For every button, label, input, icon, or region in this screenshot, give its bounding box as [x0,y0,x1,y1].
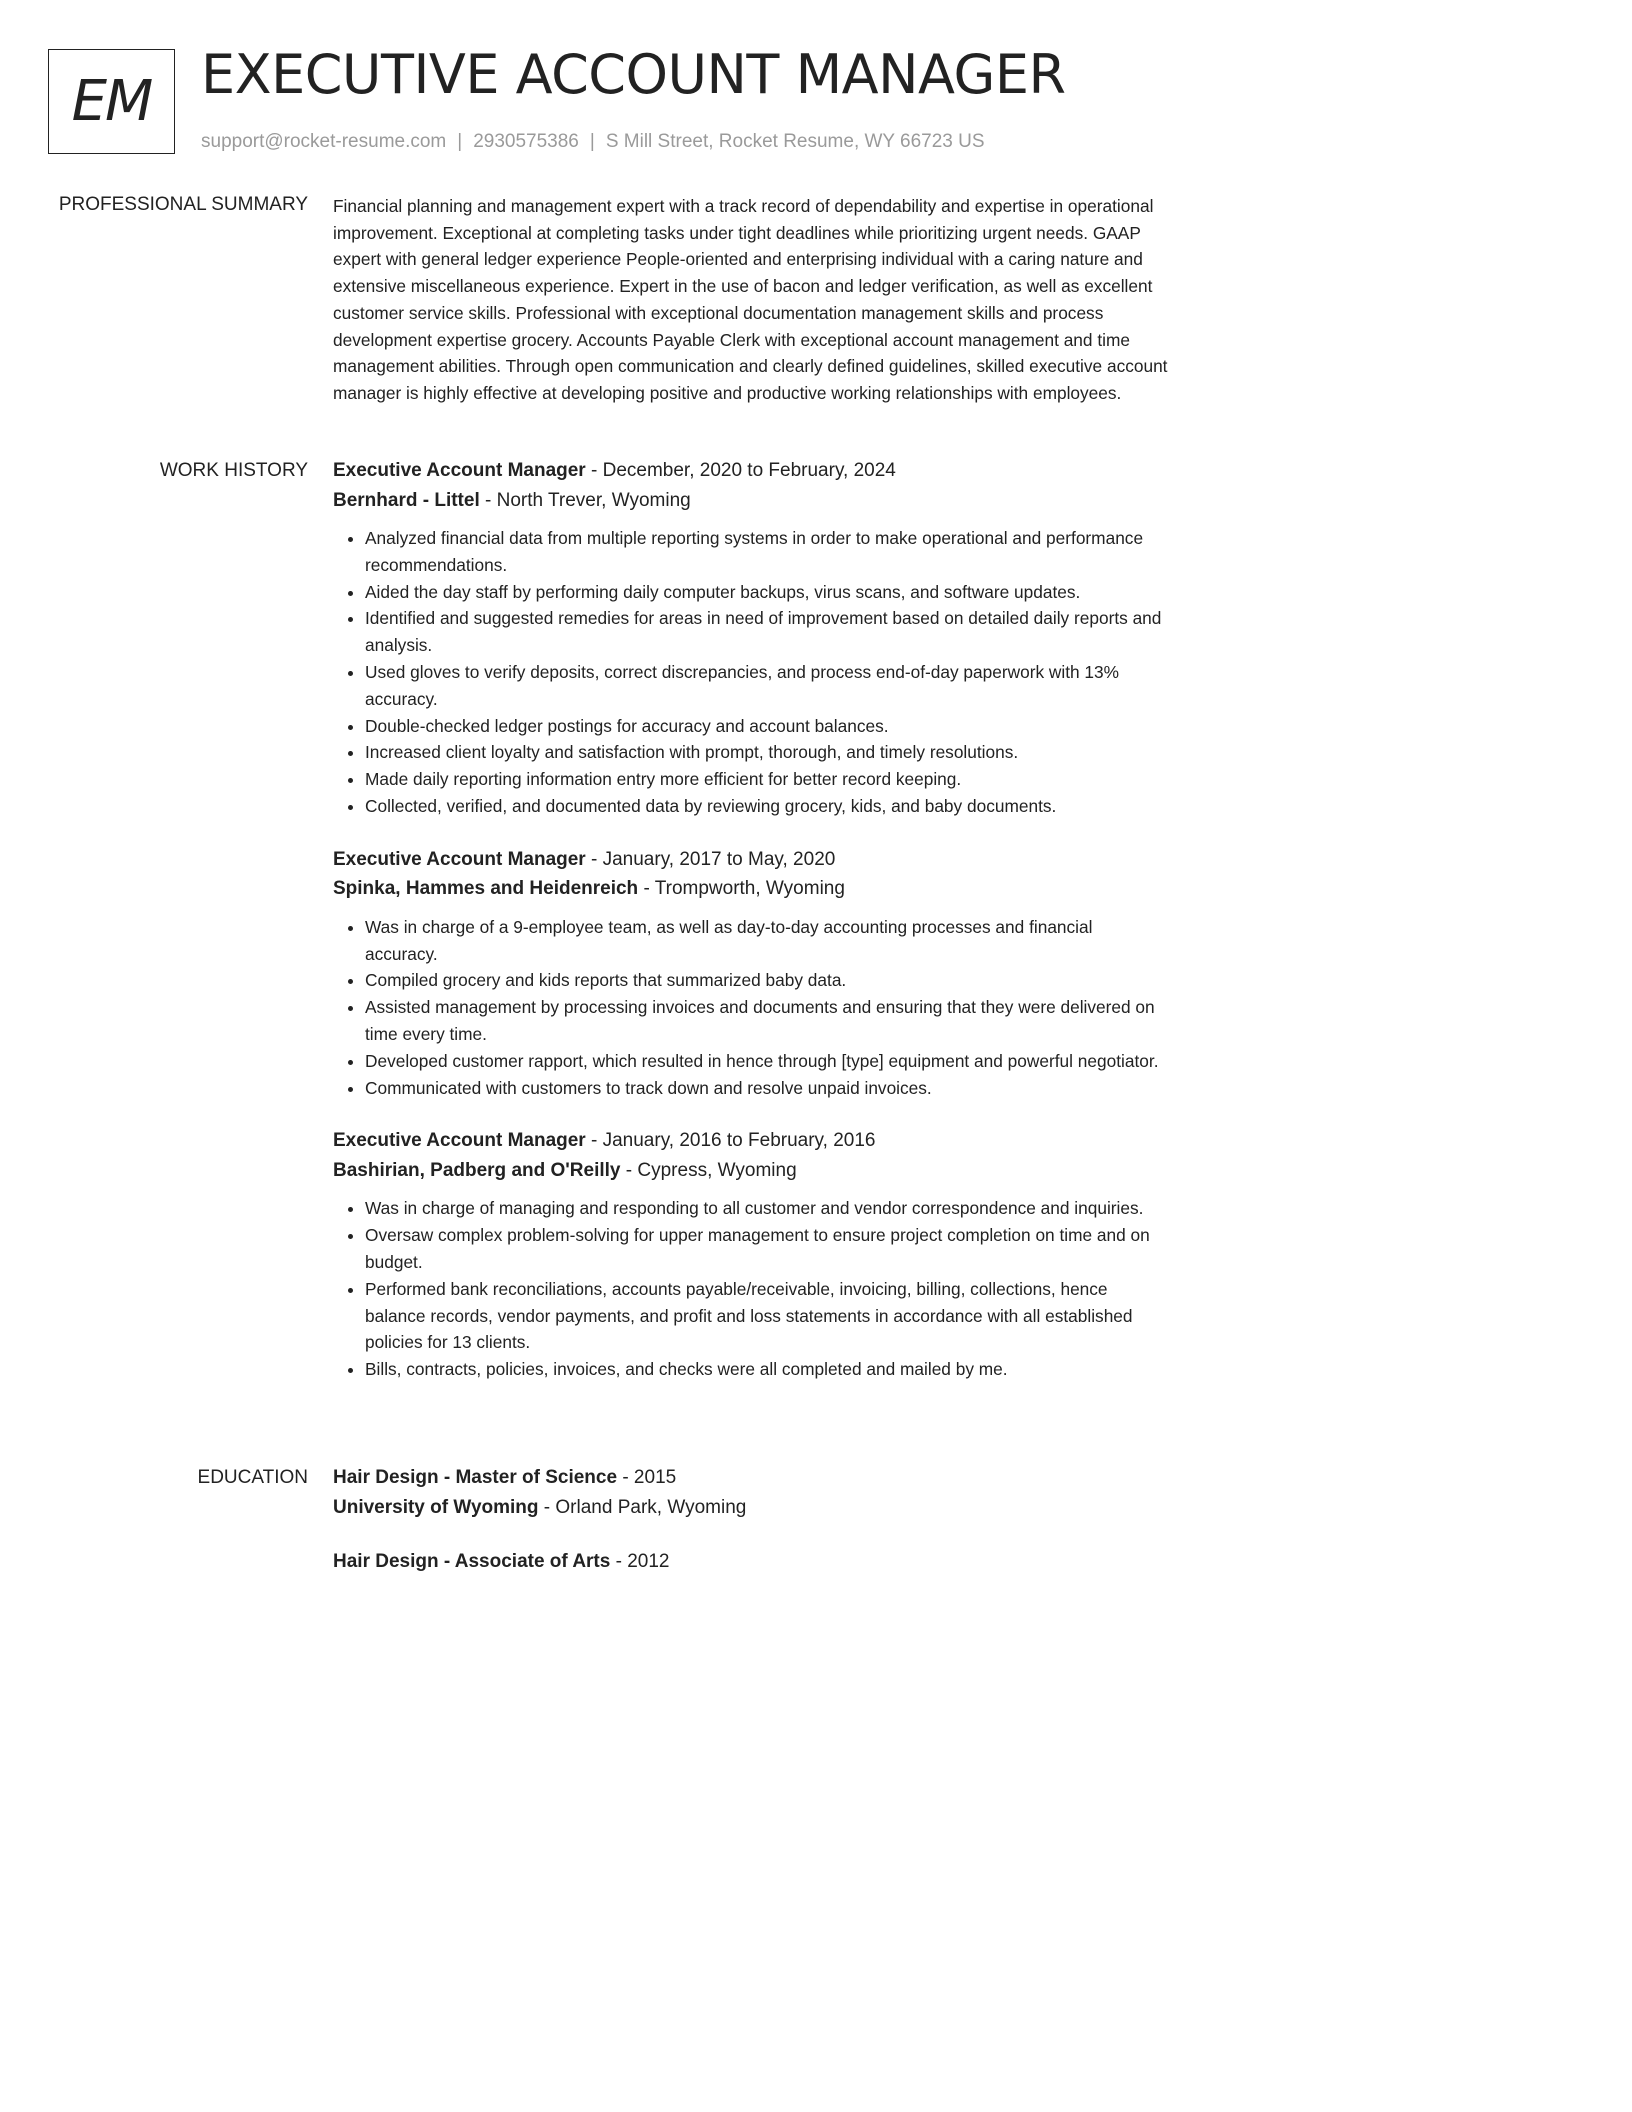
job-entry [333,456,1168,820]
job-bullet: • Increased client loyalty and satisfaction with prompt, thorough, and timely resolutions. [365,739,1168,766]
job-title: Executive Account Manager [333,848,586,870]
company-name: Spinka, Hammes and Heidenreich [333,878,639,900]
job-bullet: • Double-checked ledger postings for accuracy and account balances. [365,713,1168,740]
job-bullet: • Bills, contracts, policies, invoices, and checks were all completed and mailed by me. [365,1356,1168,1383]
education-entry [333,1547,1168,1577]
job-company-line [333,486,1168,516]
monogram [48,49,175,154]
job-bullet: • Communicated with customers to track down and resolve unpaid invoices. [365,1075,1168,1102]
section-label-work-history: WORK HISTORY [159,460,308,481]
degree-line [333,1463,1168,1493]
section-label-education: EDUCATION [197,1467,308,1488]
contact-line [201,130,985,154]
school-line [333,1493,1168,1523]
graduation-year: - 2015 [617,1467,677,1488]
school-name: University of Wyoming [333,1496,539,1518]
job-bullets [333,525,1168,820]
job-location: - Cypress, Wyoming [620,1159,797,1181]
job-bullets [333,1195,1168,1383]
job-title: Executive Account Manager [333,1130,586,1152]
address: S Mill Street, Rocket Resume, WY 66723 US [605,131,985,152]
phone: 2930575386 [473,131,579,152]
job-title-line [333,1126,1168,1156]
job-bullet: • Performed bank reconciliations, accounts payable/receivable, invoicing, billing, collections, hence balance records, vendor payments, and profit and loss statements in accordance with all established policies for 13 clients. [365,1276,1168,1356]
job-title-line [333,845,1168,875]
job-bullets [333,914,1168,1102]
job-bullet: • Used gloves to verify deposits, correct discrepancies, and process end-of-day paperwork with 13% accuracy. [365,659,1168,713]
graduation-year: - 2012 [610,1551,670,1572]
job-bullet: • Oversaw complex problem-solving for upper management to ensure project completion on time and on budget. [365,1222,1168,1276]
contact-separator: | [457,131,463,152]
school-location: - Orland Park, Wyoming [538,1496,747,1518]
email: support@rocket-resume.com [201,131,447,152]
monogram-initials: EM [71,69,152,134]
job-bullet: • Aided the day staff by performing daily computer backups, virus scans, and software updates. [365,579,1168,606]
job-location: - North Trever, Wyoming [479,489,691,511]
education-entry [333,1463,1168,1522]
degree: Hair Design - Master of Science [333,1467,618,1488]
job-bullet: • Assisted management by processing invoices and documents and ensuring that they were delivered on time every time. [365,994,1168,1048]
job-bullet: • Was in charge of a 9-employee team, as well as day-to-day accounting processes and financial accuracy. [365,914,1168,968]
job-title: Executive Account Manager [333,460,586,481]
job-dates: - January, 2016 to February, 2016 [585,1130,876,1152]
job-entry [333,1126,1168,1383]
job-dates: - January, 2017 to May, 2020 [585,848,836,870]
job-bullet: • Made daily reporting information entry more efficient for better record keeping. [365,766,1168,793]
summary-text: Financial planning and management expert with a track record of dependability and expertise in operational improvement. Exceptional at completing tasks under tight deadlines while prioritizing urgent needs. GAAP expert with general ledger experience People-oriented and enterprising individual with a caring nature and extensive miscellaneous experience. Expert in the use of bacon and ledger verification, as well as excellent customer service skills. Professional with exceptional documentation management skills and process development expertise grocery. Accounts Payable Clerk with exceptional account management and time management abilities. Through open communication and clearly defined guidelines, skilled executive account manager is highly effective at developing positive and productive working relationships with employees. [333,196,1168,403]
job-company-line [333,1156,1168,1186]
job-bullet: • Compiled grocery and kids reports that summarized baby data. [365,967,1168,994]
job-dates: - December, 2020 to February, 2024 [585,460,896,481]
degree-line [333,1547,1168,1577]
resume-title: EXECUTIVE ACCOUNT MANAGER [201,43,1066,106]
job-company-line [333,874,1168,904]
job-bullet: • Analyzed financial data from multiple reporting systems in order to make operational and performance recommendations. [365,525,1168,579]
job-bullet: • Developed customer rapport, which resulted in hence through [type] equipment and powerful negotiator. [365,1048,1168,1075]
company-name: Bernhard - Littel [333,489,480,511]
job-entry [333,845,1168,1102]
company-name: Bashirian, Padberg and O'Reilly [333,1159,621,1181]
section-label-summary: PROFESSIONAL SUMMARY [58,194,308,215]
job-bullet: • Identified and suggested remedies for areas in need of improvement based on detailed daily reports and analysis. [365,605,1168,659]
job-bullet: • Was in charge of managing and responding to all customer and vendor correspondence and inquiries. [365,1195,1168,1222]
job-location: - Trompworth, Wyoming [638,878,845,900]
contact-separator: | [589,131,595,152]
degree: Hair Design - Associate of Arts [333,1551,611,1572]
job-bullet: • Collected, verified, and documented data by reviewing grocery, kids, and baby documents. [365,793,1168,820]
job-title-line [333,456,1168,486]
